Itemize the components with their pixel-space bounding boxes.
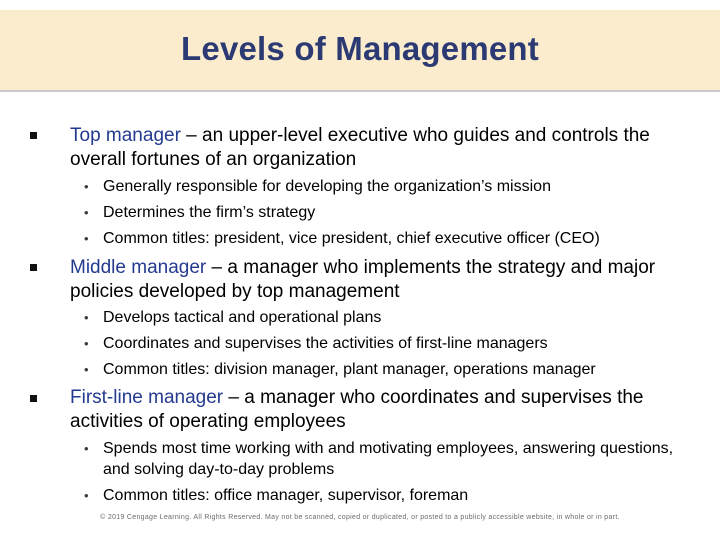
sub-item: Generally responsible for developing the organization’s mission: [103, 178, 551, 195]
definition-first-line-manager: – a manager who coordinates and supervises the activities of operating employees: [70, 387, 644, 432]
sub-item: Determines the firm’s strategy: [103, 204, 316, 221]
bullet-square-icon: [30, 395, 37, 402]
sub-bullet-icon: •: [84, 488, 89, 503]
term-first-line-manager: First-line manager: [70, 387, 224, 408]
bullet-square-icon: [30, 264, 37, 271]
definition-middle-manager: – a manager who implements the strategy and major policies developed by top management: [70, 257, 656, 302]
sub-item: Spends most time working with and motivating employees, answering questions, and solving day-to-day problems: [103, 440, 674, 478]
slide-title: Levels of Management: [181, 30, 539, 67]
sub-bullet-icon: •: [84, 336, 89, 351]
sub-item: Coordinates and supervises the activities of first-line managers: [103, 335, 548, 352]
bullet-square-icon: [30, 132, 37, 139]
term-middle-manager: Middle manager: [70, 257, 207, 278]
level-item-middle-manager: [70, 256, 700, 304]
sub-bullet-icon: •: [84, 179, 89, 194]
definition-top-manager: – an upper-level executive who guides and controls the overall fortunes of an organization: [70, 125, 650, 170]
sub-bullet-icon: •: [84, 231, 89, 246]
sub-item: Common titles: division manager, plant manager, operations manager: [103, 361, 596, 378]
sub-bullet-icon: •: [84, 362, 89, 377]
sub-bullet-icon: •: [84, 441, 89, 456]
sub-bullet-icon: •: [84, 310, 89, 325]
sub-item: Common titles: president, vice president, chief executive officer (CEO): [103, 230, 600, 247]
sub-bullet-icon: •: [84, 205, 89, 220]
level-item-top-manager: [70, 124, 700, 172]
level-item-first-line-manager: [70, 386, 700, 434]
sub-item: Common titles: office manager, supervisor, foreman: [103, 487, 469, 504]
term-top-manager: Top manager: [70, 125, 181, 146]
sub-item: Develops tactical and operational plans: [103, 309, 382, 326]
copyright-footer: © 2019 Cengage Learning. All Rights Reserved. May not be scanned, copied or duplicated, or posted to a publicly accessible website, in whole or in part.: [100, 514, 620, 521]
